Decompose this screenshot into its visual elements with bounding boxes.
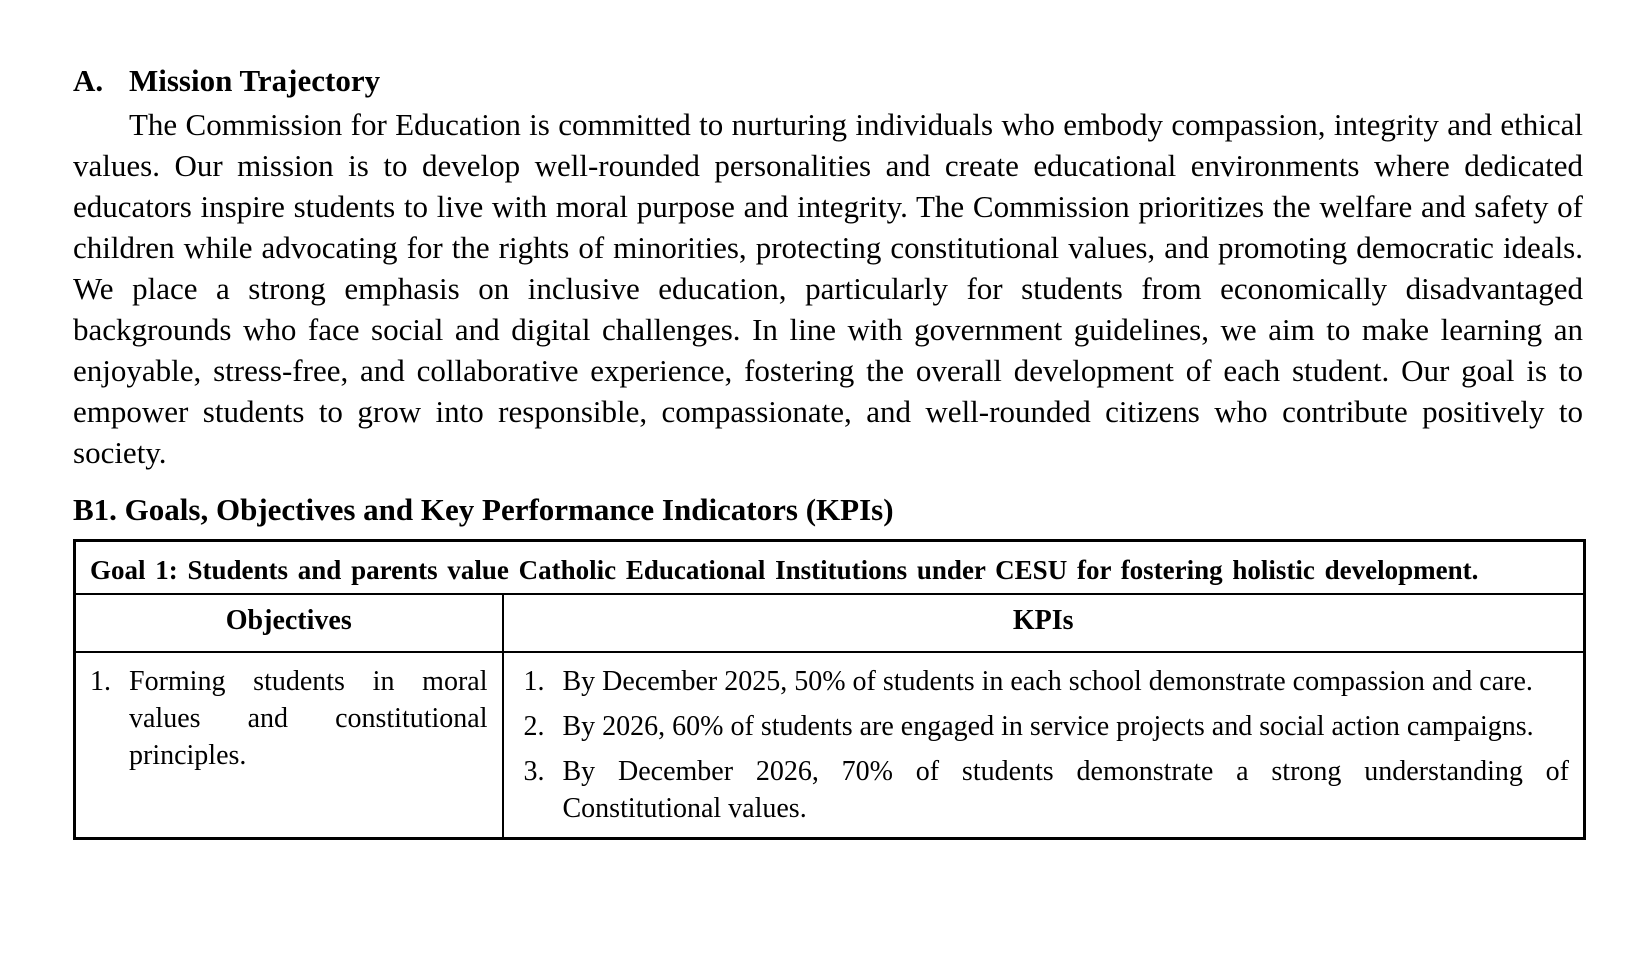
kpi-number: 3. [523, 756, 545, 787]
objective-item [90, 663, 488, 774]
kpi-item [524, 753, 1570, 827]
kpi-text: By 2026, 60% of students are engaged in service projects and social action campaigns. [562, 711, 1534, 742]
kpis-header: KPIs [503, 594, 1585, 652]
table-row [75, 652, 1585, 839]
section-a-title: Mission Trajectory [129, 63, 381, 98]
kpi-item [524, 708, 1570, 745]
goals-table [73, 539, 1586, 840]
objectives-header: Objectives [75, 594, 503, 652]
kpi-number: 2. [523, 711, 545, 742]
objective-text: Forming students in moral values and constitutional principles. [129, 666, 488, 771]
kpi-number: 1. [523, 666, 545, 697]
goal-cell: Goal 1: Students and parents value Catholic Educational Institutions under CESU for fostering holistic development. [75, 541, 1585, 595]
section-a-heading [73, 58, 1583, 104]
objectives-cell [75, 652, 503, 839]
mission-paragraph: The Commission for Education is committed to nurturing individuals who embody compassion, integrity and ethical values. Our mission is to develop well-rounded personalities and create educational environments where dedicated educators inspire students to live with moral purpose and integrity. The Commission prioritizes the welfare and safety of children while advocating for the rights of minorities, protecting constitutional values, and promoting democratic ideals. We place a strong emphasis on inclusive education, particularly for students from economically disadvantaged backgrounds who face social and digital challenges. In line with government guidelines, we aim to make learning an enjoyable, stress-free, and collaborative experience, fostering the overall development of each student. Our goal is to empower students to grow into responsible, compassionate, and well-rounded citizens who contribute positively to society. [73, 107, 1583, 470]
header-row [75, 594, 1585, 652]
kpi-text: By December 2025, 50% of students in each school demonstrate compassion and care. [562, 666, 1533, 697]
kpi-text: By December 2026, 70% of students demonstrate a strong understanding of Constitutional values. [562, 756, 1569, 824]
objective-number: 1. [90, 666, 111, 697]
section-b1-heading: B1. Goals, Objectives and Key Performance Indicators (KPIs) [73, 492, 894, 527]
kpi-item [524, 663, 1570, 700]
document-page [73, 58, 1583, 840]
goal-row [75, 541, 1585, 595]
kpis-cell [503, 652, 1585, 839]
section-a-number: A. [73, 63, 104, 98]
